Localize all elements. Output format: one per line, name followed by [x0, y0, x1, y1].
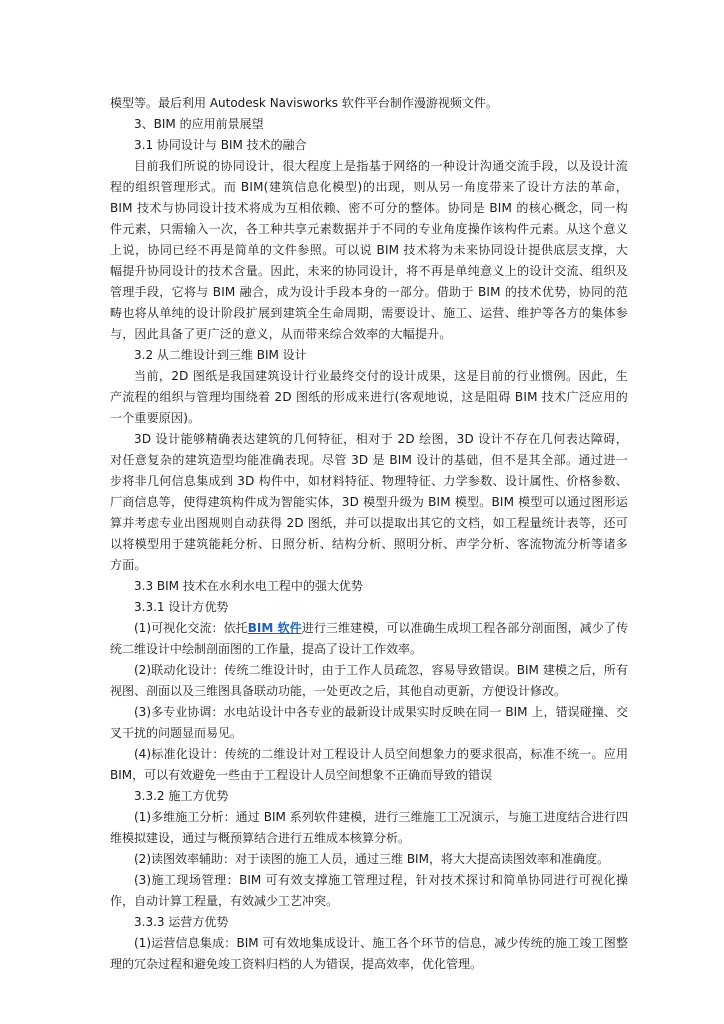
document-body [110, 93, 628, 975]
list-item-text: (1)可视化交流：依托 [134, 621, 248, 635]
bim-software-link[interactable]: BIM 软件 [247, 621, 302, 635]
list-item-standardized-design: (4)标准化设计：传统的二维设计对工程设计人员空间想象力的要求很高，标准不统一。应用 BIM，可以有效避免一些由于工程设计人员空间想象不正确而导致的错误 [110, 747, 628, 782]
section-heading-3-2: 3.2 从二维设计到三维 BIM 设计 [134, 348, 307, 362]
list-item-multi-dimensional-analysis: (1)多维施工分析：通过 BIM 系列软件建模，进行三维施工工况演示，与施工进度结合进行四维模拟建设，通过与概预算结合进行五维成本核算分析。 [110, 810, 628, 845]
list-item-site-management: (3)施工现场管理：BIM 可有效支撑施工管理过程，针对技术探讨和简单协同进行可视化操作，自动计算工程量，有效减少工艺冲突。 [110, 873, 628, 908]
paragraph-collaborative-design: 目前我们所说的协同设计，很大程度上是指基于网络的一种设计沟通交流手段，以及设计流程的组织管理形式。而 BIM(建筑信息化模型)的出现，则从另一角度带来了设计方法的革命，BIM 技术与协同设计技术将成为互相依赖、密不可分的整体。协同是 BIM 的核心概念，同一构件元素，只需输入一次，各工种共享元素数据并于不同的专业角度操作该构件元素。从这个意义上说，协同已经不再是简单的文件参照。可以说 BIM 技术将为未来协同设计提供底层支撑，大幅提升协同设计的技术含量。因此，未来的协同设计，将不再是单纯意义上的设计交流、组织及管理手段，它将与 BIM 融合，成为设计手段本身的一部分。借助于 BIM 的技术优势，协同的范畴也将从单纯的设计阶段扩展到建筑全生命周期，需要设计、施工、运营、维护等各方的集体参与，因此具备了更广泛的意义，从而带来综合效率的大幅提升。 [110, 159, 628, 341]
list-item-visual-communication [110, 618, 628, 660]
section-heading-3-3-2: 3.3.2 施工方优势 [134, 789, 229, 803]
section-heading-3-3-3: 3.3.3 运营方优势 [134, 915, 229, 929]
section-heading-3-3: 3.3 BIM 技术在水利水电工程中的强大优势 [134, 579, 363, 593]
list-item-multi-discipline: (3)多专业协调：水电站设计中各专业的最新设计成果实时反映在同一 BIM 上，错误碰撞、交叉干扰的问题显而易见。 [110, 705, 628, 740]
list-item-reading-efficiency: (2)读图效率辅助：对于读图的施工人员，通过三维 BIM，将大大提高读图效率和准确度。 [134, 852, 609, 866]
section-heading-3-1: 3.1 协同设计与 BIM 技术的融合 [134, 138, 307, 152]
section-heading-3-3-1: 3.3.1 设计方优势 [134, 600, 229, 614]
section-heading-3: 3、BIM 的应用前景展望 [134, 117, 264, 131]
list-item-linked-design: (2)联动化设计：传统二维设计时，由于工作人员疏忽，容易导致错误。BIM 建模之后，所有视图、剖面以及三维图具备联动功能，一处更改之后，其他自动更新，方便设计修改。 [110, 663, 628, 698]
paragraph-3d-design: 3D 设计能够精确表达建筑的几何特征，相对于 2D 绘图，3D 设计不存在几何表达障碍，对任意复杂的建筑造型均能准确表现。尽管 3D 是 BIM 设计的基础，但不是其全部。通过进一步将非几何信息集成到 3D 构件中，如材料特征、物理特征、力学参数、设计属性、价格参数、厂商信息等，使得建筑构件成为智能实体，3D 模型升级为 BIM 模型。BIM 模型可以通过图形运算并考虑专业出图规则自动获得 2D 图纸，并可以提取出其它的文档，如工程量统计表等，还可以将模型用于建筑能耗分析、日照分析、结构分析、照明分析、声学分析、客流物流分析等诸多方面。 [110, 432, 628, 572]
list-item-text: 进行三维建模，可以准确生成坝工程各部分剖面图，减少了传统二维设计中绘制剖面图的工作量，提高了设计工作效率。 [110, 621, 629, 656]
paragraph-2d-drawings: 当前，2D 图纸是我国建筑设计行业最终交付的设计成果，这是目前的行业惯例。因此，生产流程的组织与管理均围绕着 2D 图纸的形成来进行(客观地说，这是阻碍 BIM 技术广泛应用的一个重要原因)。 [110, 369, 628, 425]
intro-line: 模型等。最后利用 Autodesk Navisworks 软件平台制作漫游视频文件。 [110, 96, 498, 110]
list-item-operation-integration: (1)运营信息集成：BIM 可有效地集成设计、施工各个环节的信息，减少传统的施工竣工图整理的冗杂过程和避免竣工资料归档的人为错误，提高效率，优化管理。 [110, 936, 628, 971]
